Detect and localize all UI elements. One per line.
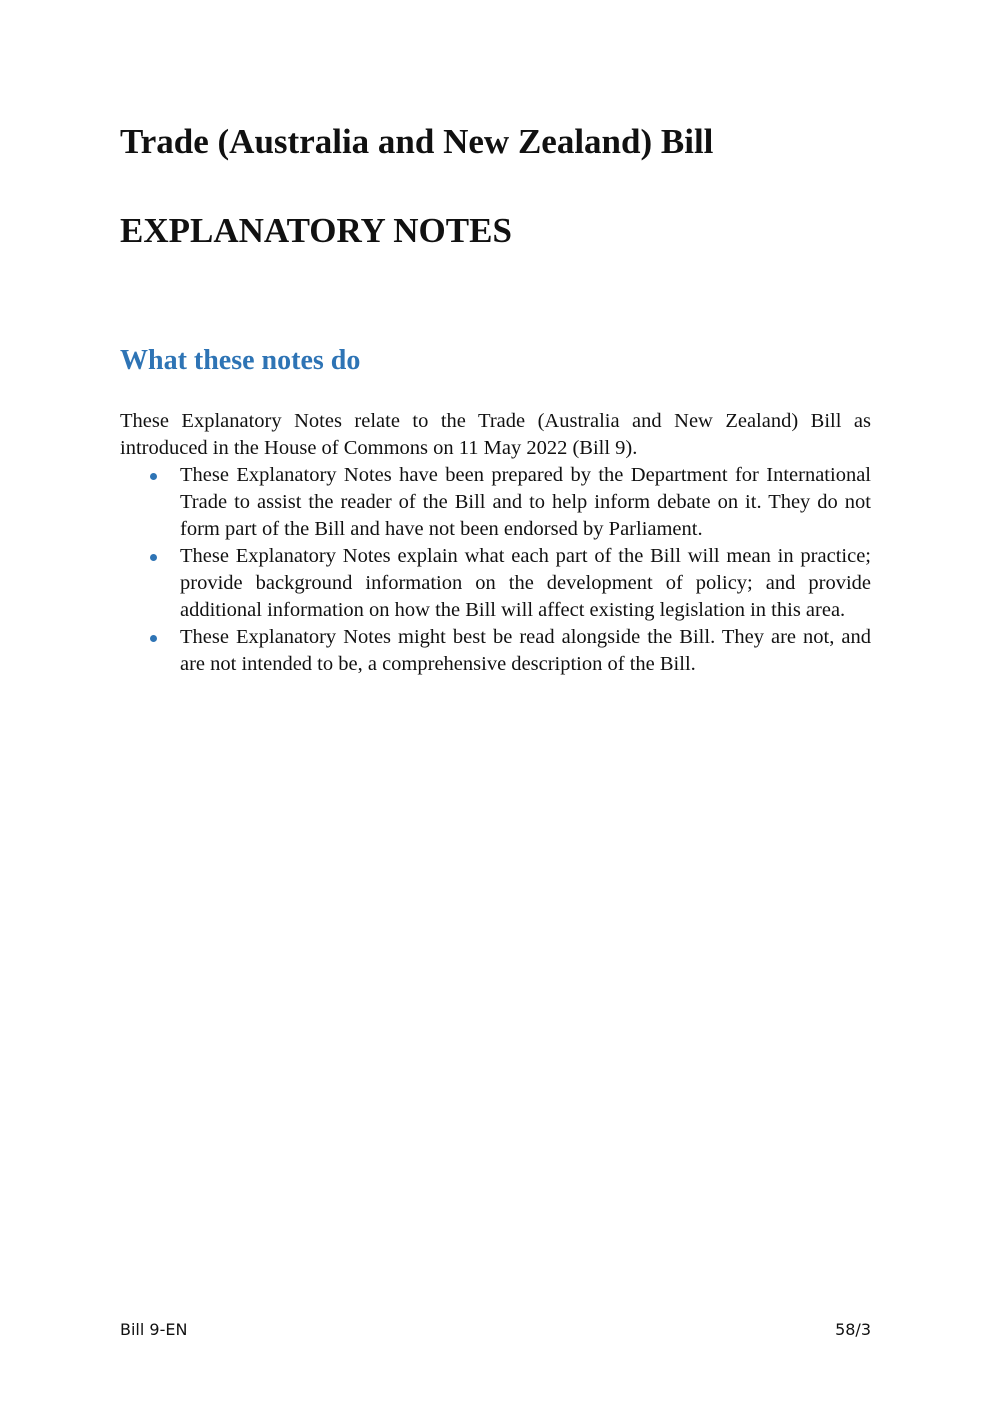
document-subtitle: EXPLANATORY NOTES — [120, 211, 512, 250]
list-item-text: These Explanatory Notes explain what each part of the Bill will mean in practice; provide background information on the development of policy; and provide additional information on how the Bill will affect existing legislation in this area. — [180, 545, 871, 621]
bullet-list — [120, 462, 871, 678]
list-item-text: These Explanatory Notes have been prepared by the Department for International Trade to assist the reader of the Bill and to help inform debate on it. They do not form part of the Bill and have not been endorsed by Parliament. — [180, 464, 871, 540]
section-body — [120, 408, 871, 678]
bullet-icon — [150, 554, 157, 561]
document-title: Trade (Australia and New Zealand) Bill — [120, 122, 714, 161]
list-item — [120, 462, 871, 543]
list-item — [120, 543, 871, 624]
section-heading: What these notes do — [120, 345, 361, 376]
list-item-text: These Explanatory Notes might best be read alongside the Bill. They are not, and are not intended to be, a comprehensive description of the Bill. — [180, 626, 871, 675]
intro-paragraph: These Explanatory Notes relate to the Trade (Australia and New Zealand) Bill as introduced in the House of Commons on 11 May 2022 (Bill 9). — [120, 410, 871, 459]
bullet-icon — [150, 473, 157, 480]
bullet-icon — [150, 635, 157, 642]
footer-bill-number: Bill 9-EN — [120, 1320, 188, 1339]
footer-page-code: 58/3 — [835, 1320, 871, 1339]
list-item — [120, 624, 871, 678]
